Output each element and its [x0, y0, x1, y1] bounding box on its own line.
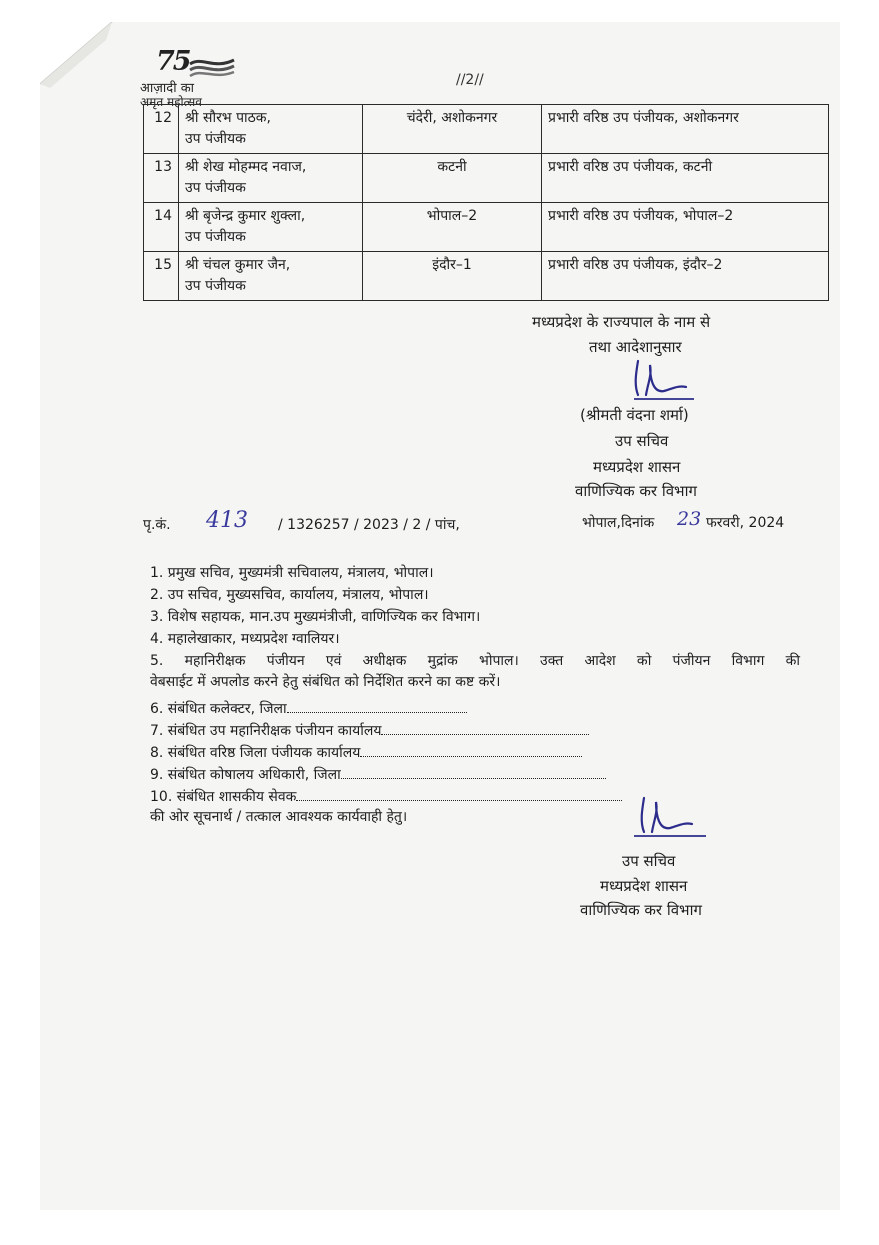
posting-place: कटनी	[363, 154, 542, 203]
copy-item-2: 2. उप सचिव, मुख्यसचिव, कार्यालय, मंत्रालय, भोपाल।	[150, 587, 429, 603]
table-row	[144, 252, 829, 301]
bottom-signatory-government: मध्यप्रदेश शासन	[600, 877, 688, 895]
signature	[628, 355, 698, 403]
officer-post: उप पंजीयक	[185, 278, 246, 294]
officer-name: श्री शेख मोहम्मद नवाज,	[185, 159, 307, 175]
officer-name-cell	[179, 105, 363, 154]
copy-item-8	[150, 743, 582, 762]
copy-item-5-continued: वेबसाईट में अपलोड करने हेतु संबंधित को निर्देशित करने का कष्ट करें।	[150, 674, 501, 690]
signatory-department: वाणिज्यिक कर विभाग	[575, 482, 697, 500]
endorsement-reference: / 1326257 / 2023 / 2 / पांच,	[278, 517, 460, 533]
date-day: 23	[677, 508, 702, 530]
charge-assigned: प्रभारी वरिष्ठ उप पंजीयक, कटनी	[542, 154, 829, 203]
posting-place: भोपाल–2	[363, 203, 542, 252]
copy-item-7	[150, 721, 589, 740]
fill-line	[296, 788, 622, 801]
fill-line	[360, 744, 582, 757]
officers-table	[143, 104, 829, 301]
table-row	[144, 105, 829, 154]
copy-item-6-text: 6. संबंधित कलेक्टर, जिला	[150, 701, 287, 717]
officer-post: उप पंजीयक	[185, 131, 246, 147]
serial-number: 14	[144, 203, 179, 252]
copy-item-9-text: 9. संबंधित कोषालय अधिकारी, जिला	[150, 767, 341, 783]
charge-assigned: प्रभारी वरिष्ठ उप पंजीयक, अशोकनगर	[542, 105, 829, 154]
posting-place: चंदेरी, अशोकनगर	[363, 105, 542, 154]
copy-item-8-text: 8. संबंधित वरिष्ठ जिला पंजीयक कार्यालय	[150, 745, 361, 761]
date-prefix: भोपाल,दिनांक	[582, 515, 655, 531]
serial-number: 12	[144, 105, 179, 154]
officer-name-cell	[179, 154, 363, 203]
officer-name-cell	[179, 252, 363, 301]
copy-item-4: 4. महालेखाकार, मध्यप्रदेश ग्वालियर।	[150, 631, 340, 647]
date-month-year: फरवरी, 2024	[706, 515, 785, 531]
fill-line	[287, 700, 467, 713]
copy-item-10-text: 10. संबंधित शासकीय सेवक	[150, 789, 297, 805]
logo-line1: आज़ादी का	[140, 81, 195, 96]
serial-number: 15	[144, 252, 179, 301]
copy-item-1: 1. प्रमुख सचिव, मुख्यमंत्री सचिवालय, मंत्रालय, भोपाल।	[150, 565, 434, 581]
order-authority-line1: मध्यप्रदेश के राज्यपाल के नाम से	[532, 313, 711, 331]
copy-item-5: 5. महानिरीक्षक पंजीयन एवं अधीक्षक मुद्रांक भोपाल। उक्त आदेश को पंजीयन विभाग की	[150, 653, 800, 669]
posting-place: इंदौर–1	[363, 252, 542, 301]
serial-number: 13	[144, 154, 179, 203]
folded-corner	[40, 22, 120, 92]
fill-line	[381, 722, 589, 735]
fill-line	[341, 766, 606, 779]
copy-closing: की ओर सूचनार्थ / तत्काल आवश्यक कार्यवाही हेतु।	[150, 809, 408, 825]
copy-item-9	[150, 765, 606, 784]
bottom-signatory-department: वाणिज्यिक कर विभाग	[580, 901, 702, 919]
bottom-signatory-post: उप सचिव	[622, 852, 676, 870]
table-row	[144, 154, 829, 203]
table-row	[144, 203, 829, 252]
page-marker: //2//	[456, 72, 484, 88]
order-authority-line2: तथा आदेशानुसार	[589, 338, 682, 356]
copy-item-10	[150, 787, 622, 806]
signatory-name: (श्रीमती वंदना शर्मा)	[580, 406, 689, 424]
signature	[630, 790, 710, 842]
officer-name-cell	[179, 203, 363, 252]
signatory-government: मध्यप्रदेश शासन	[593, 458, 681, 476]
charge-assigned: प्रभारी वरिष्ठ उप पंजीयक, इंदौर–2	[542, 252, 829, 301]
copy-item-6	[150, 699, 467, 718]
officer-name: श्री चंचल कुमार जैन,	[185, 257, 291, 273]
charge-assigned: प्रभारी वरिष्ठ उप पंजीयक, भोपाल–2	[542, 203, 829, 252]
copy-item-3: 3. विशेष सहायक, मान.उप मुख्यमंत्रीजी, वाणिज्यिक कर विभाग।	[150, 609, 481, 625]
officer-post: उप पंजीयक	[185, 180, 246, 196]
officer-name: श्री सौरभ पाठक,	[185, 110, 272, 126]
logo-number: 75	[156, 46, 190, 77]
signatory-post: उप सचिव	[615, 432, 669, 450]
azadi-ka-amrit-mahotsav-logo	[136, 46, 256, 108]
copy-item-7-text: 7. संबंधित उप महानिरीक्षक पंजीयन कार्यालय	[150, 723, 382, 739]
logo-line2: अमृत महोत्सव	[140, 95, 202, 109]
endorsement-number: 413	[206, 508, 248, 533]
endorsement-prefix: पृ.कं.	[143, 517, 171, 533]
flag-wave-icon	[188, 56, 236, 80]
officer-name: श्री बृजेन्द्र कुमार शुक्ला,	[185, 208, 306, 224]
officer-post: उप पंजीयक	[185, 229, 246, 245]
